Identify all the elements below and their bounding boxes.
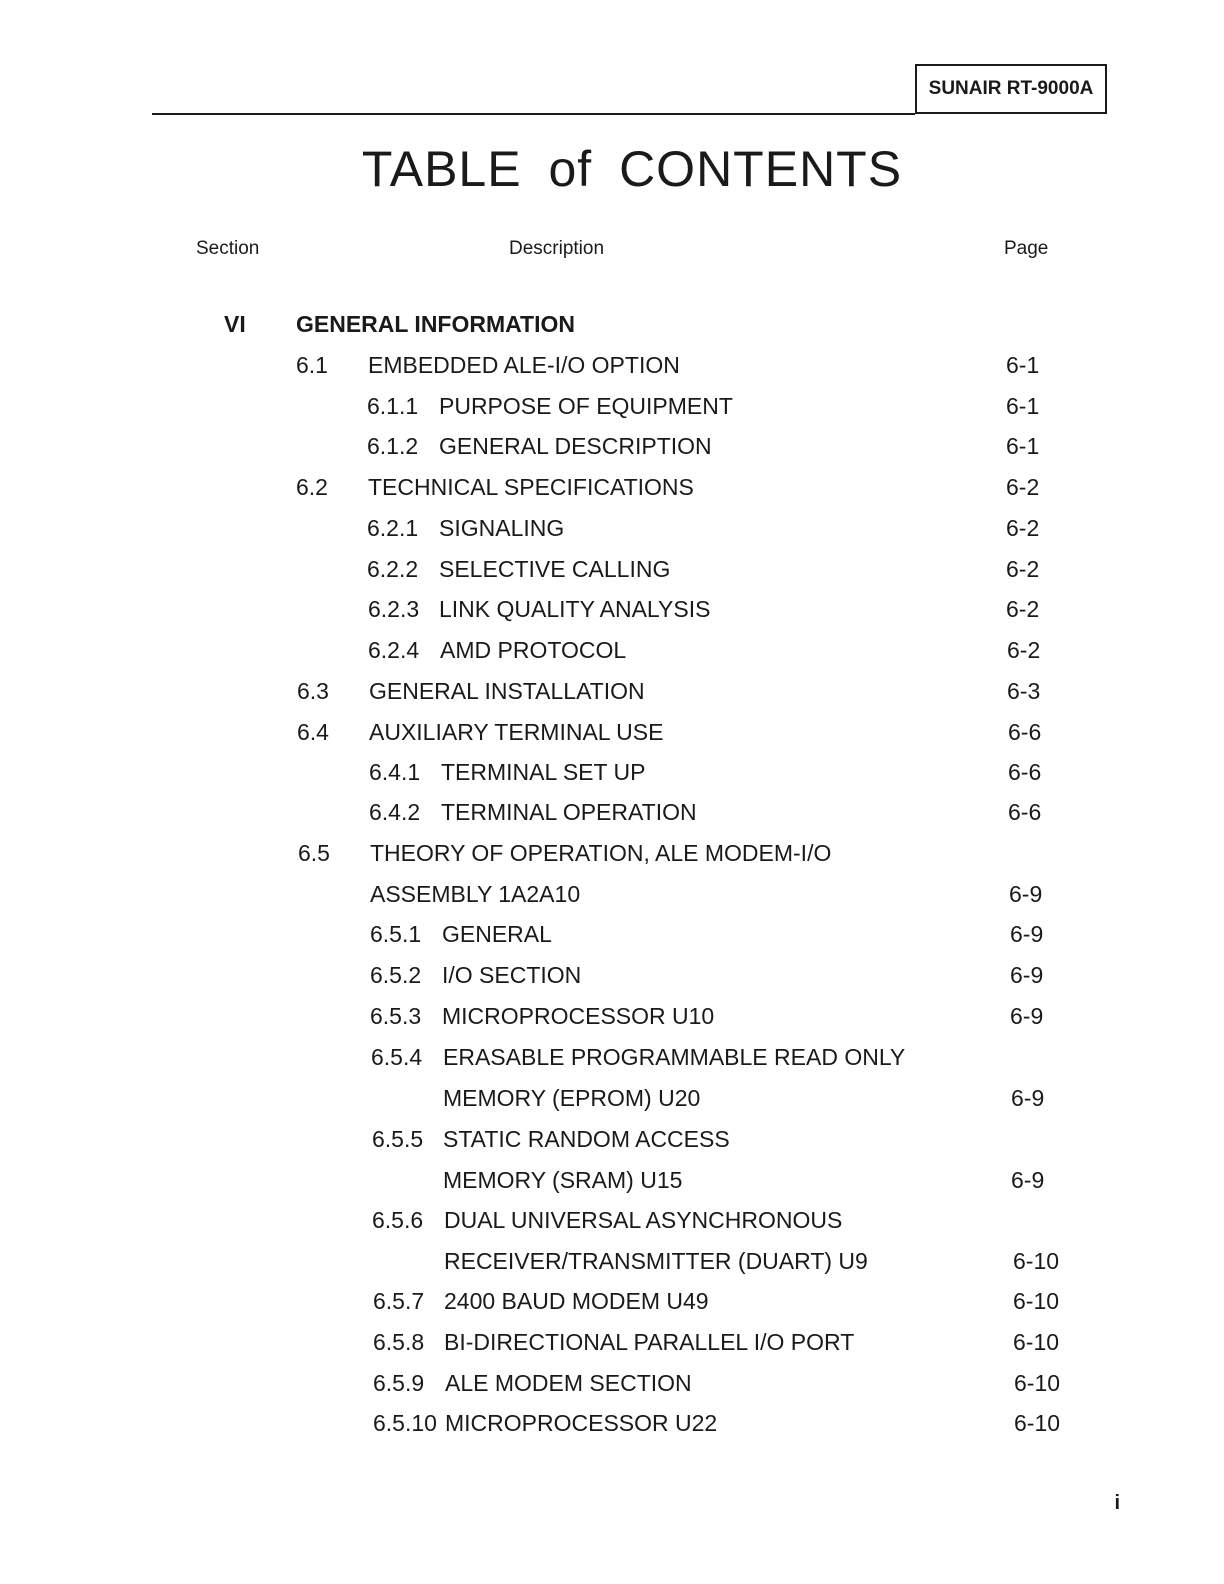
toc-entry-number: 6.2.1 — [367, 515, 419, 541]
toc-entry-title: I/O SECTION — [442, 962, 582, 988]
toc-entry-title: MICROPROCESSOR U10 — [442, 1003, 715, 1029]
toc-entry-number: 6.5.8 — [373, 1329, 425, 1355]
toc-entry-number: 6.1.1 — [367, 393, 419, 419]
toc-entry-page: 6-10 — [1014, 1370, 1061, 1396]
toc-entry-page: 6-1 — [1006, 433, 1040, 459]
toc-entry-number: 6.4 — [297, 719, 329, 745]
toc-entry-title: 2400 BAUD MODEM U49 — [444, 1288, 709, 1314]
toc-entry-number: 6.5.9 — [373, 1370, 425, 1396]
toc-entry-page: 6-6 — [1008, 799, 1042, 825]
toc-entry-page: 6-2 — [1006, 515, 1040, 541]
column-header-description: Description — [509, 238, 605, 259]
toc-entry-page: 6-9 — [1010, 921, 1044, 947]
toc-entry-title: STATIC RANDOM ACCESS — [443, 1126, 730, 1152]
toc-entry-number: 6.1 — [296, 352, 328, 378]
toc-entry-number: 6.3 — [297, 678, 329, 704]
toc-entry-page: 6-1 — [1006, 352, 1040, 378]
column-header-section: Section — [196, 238, 260, 259]
toc-entry-number: 6.5.3 — [370, 1003, 422, 1029]
toc-entry-page: 6-9 — [1010, 962, 1044, 988]
document-label — [915, 64, 1107, 114]
toc-entry-title: AMD PROTOCOL — [440, 637, 627, 663]
toc-entry-page: 6-1 — [1006, 393, 1040, 419]
toc-entry-page: 6-10 — [1013, 1329, 1060, 1355]
toc-entry-page: 6-6 — [1008, 759, 1042, 785]
toc-entry-title: TERMINAL SET UP — [441, 759, 646, 785]
toc-entry-number: 6.5.6 — [372, 1207, 424, 1233]
toc-entry-title: TECHNICAL SPECIFICATIONS — [368, 474, 694, 500]
page-number: i — [1114, 1492, 1120, 1514]
toc-entry-title: THEORY OF OPERATION, ALE MODEM-I/O — [370, 840, 832, 866]
toc-entry-number: 6.5.4 — [371, 1044, 423, 1070]
toc-entry-page: 6-2 — [1006, 474, 1040, 500]
toc-entry-title-continued: MEMORY (EPROM) U20 — [443, 1085, 701, 1111]
toc-entry-page: 6-9 — [1011, 1085, 1045, 1111]
toc-entry-title: ALE MODEM SECTION — [445, 1370, 692, 1396]
toc-entry-title: GENERAL — [442, 921, 552, 947]
toc-entry-page: 6-10 — [1014, 1410, 1061, 1436]
chapter-title: GENERAL INFORMATION — [296, 311, 575, 337]
toc-entry-page: 6-9 — [1009, 881, 1043, 907]
document-label-text: SUNAIR RT-9000A — [928, 78, 1094, 99]
toc-entry-title: DUAL UNIVERSAL ASYNCHRONOUS — [444, 1207, 843, 1233]
toc-entry-page: 6-2 — [1006, 596, 1040, 622]
toc-entry-number: 6.2.3 — [368, 596, 420, 622]
toc-entry-page: 6-2 — [1007, 637, 1041, 663]
toc-entry-page: 6-9 — [1010, 1003, 1044, 1029]
toc-entry-title: GENERAL DESCRIPTION — [439, 433, 712, 459]
toc-entry-number: 6.5 — [298, 840, 330, 866]
toc-entry-title: SELECTIVE CALLING — [439, 556, 671, 582]
toc-entry-title: ERASABLE PROGRAMMABLE READ ONLY — [443, 1044, 906, 1070]
toc-entry-page: 6-10 — [1013, 1288, 1060, 1314]
toc-entry-page: 6-2 — [1006, 556, 1040, 582]
toc-entry-title: SIGNALING — [439, 515, 565, 541]
toc-entry-title: LINK QUALITY ANALYSIS — [439, 596, 711, 622]
toc-entry-number: 6.4.1 — [369, 759, 421, 785]
toc-entry-title: AUXILIARY TERMINAL USE — [369, 719, 664, 745]
toc-entry-title: BI-DIRECTIONAL PARALLEL I/O PORT — [444, 1329, 855, 1355]
toc-entry-title: EMBEDDED ALE-I/O OPTION — [368, 352, 680, 378]
toc-entry-page: 6-9 — [1011, 1167, 1045, 1193]
toc-entry-number: 6.1.2 — [367, 433, 419, 459]
header-rule — [152, 113, 915, 115]
toc-entry-page: 6-6 — [1008, 719, 1042, 745]
toc-entry-number: 6.2 — [296, 474, 328, 500]
column-header-page: Page — [1004, 238, 1049, 259]
page-title: TABLE of CONTENTS — [361, 141, 903, 197]
toc-entry-title: GENERAL INSTALLATION — [369, 678, 645, 704]
toc-entry-number: 6.5.5 — [372, 1126, 424, 1152]
toc-entry-number: 6.2.4 — [368, 637, 420, 663]
toc-entry-page: 6-3 — [1007, 678, 1041, 704]
toc-entry-number: 6.4.2 — [369, 799, 421, 825]
toc-entry-title-continued: ASSEMBLY 1A2A10 — [370, 881, 581, 907]
toc-entry-title-continued: MEMORY (SRAM) U15 — [443, 1167, 683, 1193]
toc-entry-number: 6.5.7 — [373, 1288, 425, 1314]
toc-entry-page: 6-10 — [1013, 1248, 1060, 1274]
toc-entry-number: 6.2.2 — [367, 556, 419, 582]
toc-entry-title-continued: RECEIVER/TRANSMITTER (DUART) U9 — [444, 1248, 868, 1274]
toc-entry-number: 6.5.2 — [370, 962, 422, 988]
toc-entry-title: PURPOSE OF EQUIPMENT — [439, 393, 733, 419]
toc-entry-title: MICROPROCESSOR U22 — [445, 1410, 718, 1436]
toc-entry-title: TERMINAL OPERATION — [441, 799, 697, 825]
toc-entry-number: 6.5.10 — [373, 1410, 437, 1436]
chapter-number: VI — [224, 311, 246, 337]
toc-entry-number: 6.5.1 — [370, 921, 422, 947]
